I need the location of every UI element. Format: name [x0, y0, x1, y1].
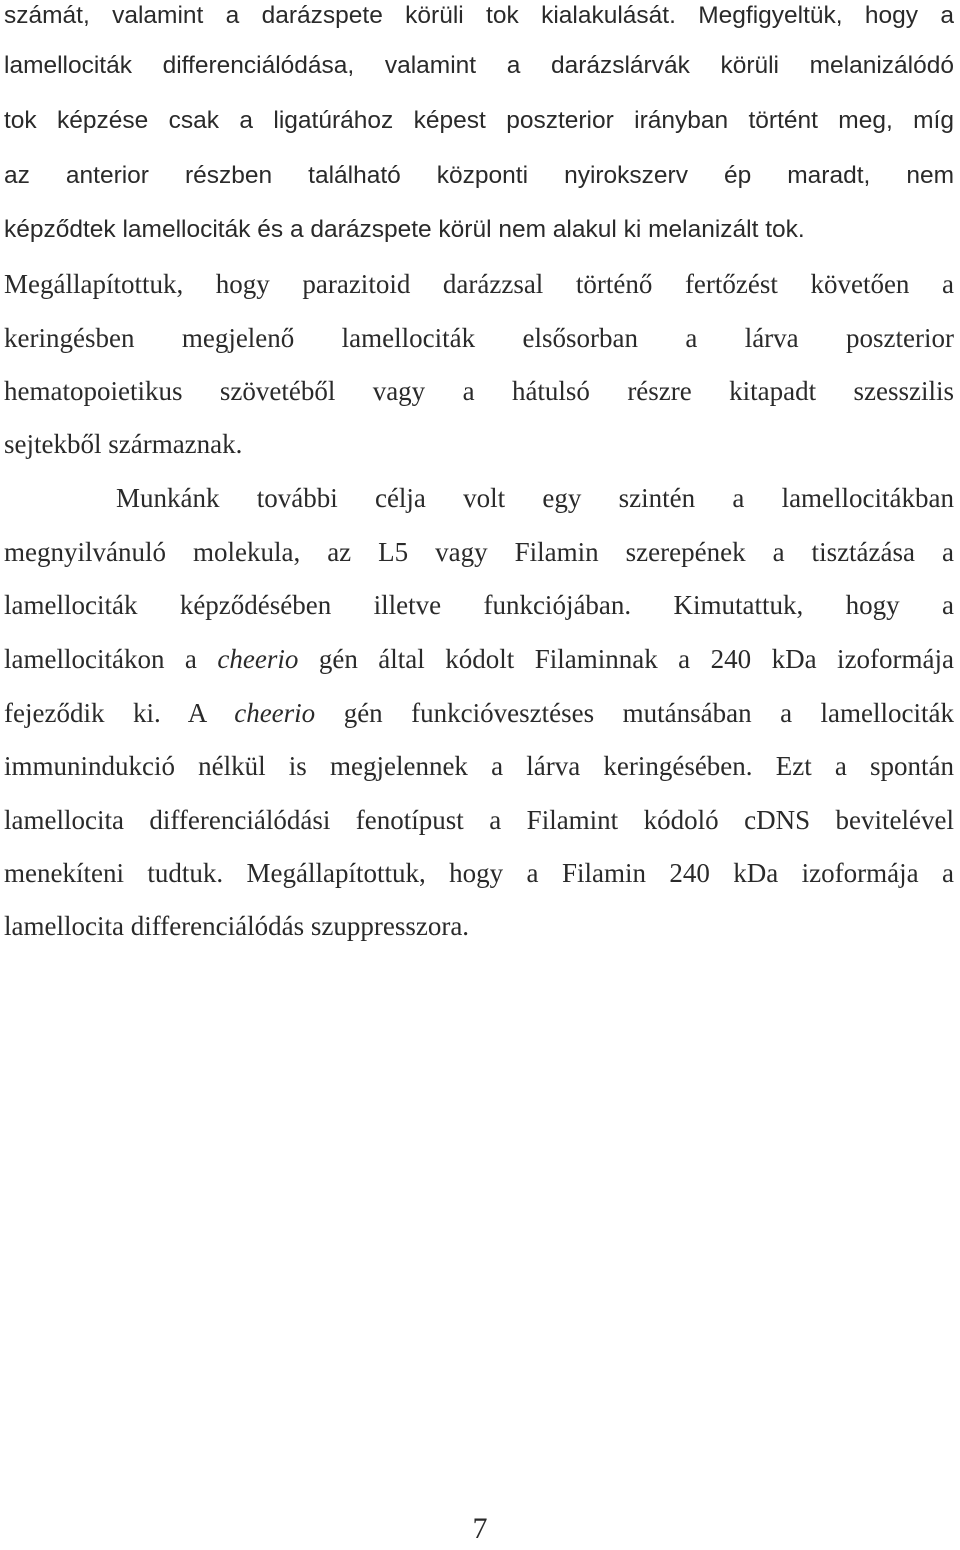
gene-name: cheerio [234, 698, 316, 728]
page-number: 7 [472, 1512, 488, 1545]
gene-name: cheerio [217, 644, 299, 674]
text-line: lamellociták képződésében illetve funkciójában. Kimutattuk, hogy a [4, 590, 954, 620]
text-line: lamellocita differenciálódás szuppresszora. [4, 911, 470, 941]
text-line: képződtek lamellociták és a darázspete körül nem alakul ki melanizált tok. [4, 216, 805, 243]
text-line: fejeződik ki. A cheerio gén funkcióvesztéses mutánsában a lamellociták [4, 698, 954, 728]
text-line: immunindukció nélkül is megjelennek a lárva keringésében. Ezt a spontán [4, 751, 954, 781]
text-line: megnyilvánuló molekula, az L5 vagy Filamin szerepének a tisztázása a [4, 537, 954, 567]
text-line: hematopoietikus szövetéből vagy a hátulsó részre kitapadt szesszilis [4, 376, 954, 406]
text-line: az anterior részben található központi nyirokszerv ép maradt, nem [4, 162, 954, 189]
text-line: lamellocitákon a cheerio gén által kódolt Filaminnak a 240 kDa izoformája [4, 644, 955, 674]
text-line: lamellocita differenciálódási fenotípust a Filamint kódoló cDNS bevitelével [4, 805, 954, 835]
text-line: lamellociták differenciálódása, valamint a darázslárvák körüli melanizálódó [4, 52, 954, 79]
text-line: tok képzése csak a ligatúrához képest poszterior irányban történt meg, míg [4, 107, 954, 134]
text-line: számát, valamint a darázspete körüli tok kialakulását. Megfigyeltük, hogy a [4, 2, 954, 29]
text-line: menekíteni tudtuk. Megállapítottuk, hogy a Filamin 240 kDa izoformája a [4, 858, 954, 888]
paragraph-first-line: Munkánk további célja volt egy szintén a lamellocitákban [116, 483, 954, 513]
text-line: sejtekből származnak. [4, 429, 243, 459]
text-line: keringésben megjelenő lamellociták elsősorban a lárva poszterior [4, 323, 954, 353]
text-line: Megállapítottuk, hogy parazitoid darázzsal történő fertőzést követően a [4, 269, 954, 299]
